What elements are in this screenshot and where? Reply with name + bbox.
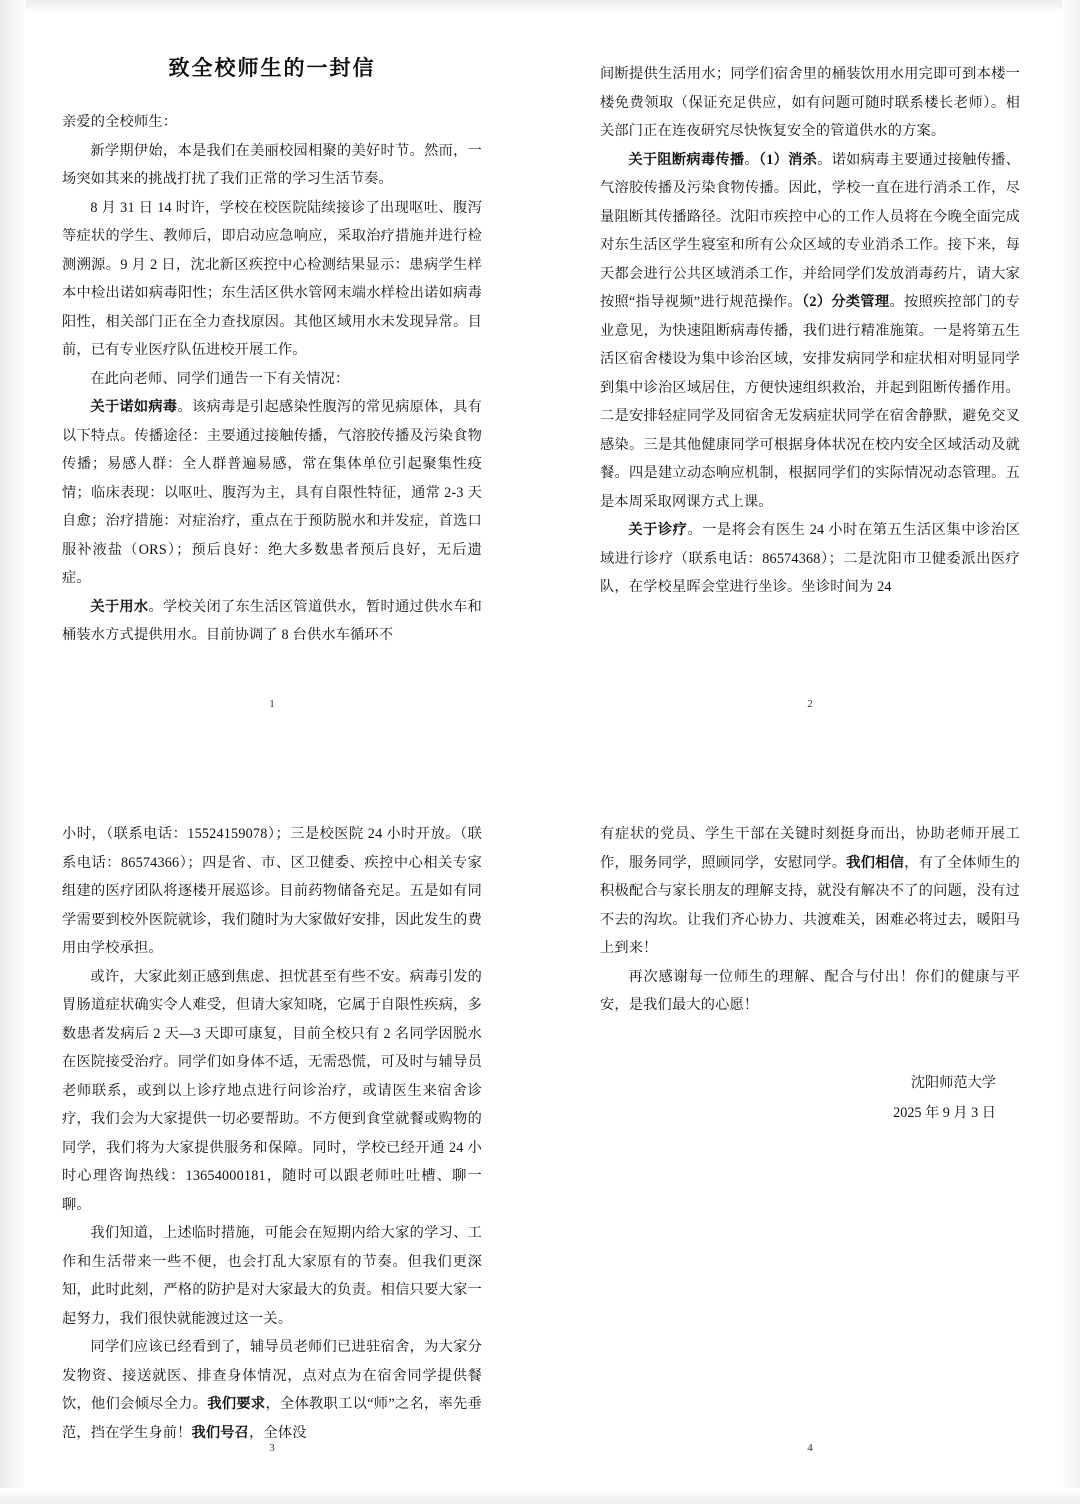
document-page-4 (600, 790, 1020, 1470)
page-title: 致全校师生的一封信 (168, 56, 376, 80)
section-norovirus: 关于诺如病毒。该病毒是引起感染性腹泻的常见病原体，具有以下特点。传播途径：主要通过接触传播，气溶胶传播及污染食物传播；易感人群：全人群普遍易感，常在集体单位引起聚集性疫情；临床表现：以呕吐、腹泻为主，具有自限性特征，通常 2-3 天自愈；治疗措施：对症治疗，重点在于预防脱水和并发症，首选口服补液盐（ORS）；预后良好：绝大多数患者预后良好，无后遗症。 (62, 399, 483, 586)
page-number: 4 (807, 1442, 813, 1454)
paragraph: 在此向老师、同学们通告一下有关情况： (90, 370, 350, 387)
paragraph: 同学们应该已经看到了，辅导员老师们已进驻宿舍，为大家分发物资、接送就医、排查身体情况，点对点为在宿舍同学提供餐饮，他们会倾尽全力。我们要求，全体教职工以“师”之名，率先垂范，挡在学生身前！我们号召，全体没 (62, 1339, 482, 1441)
page-number: 2 (807, 698, 813, 710)
closing-paragraph: 再次感谢每一位师生的理解、配合与付出！你们的健康与平安，是我们最大的心愿！ (600, 968, 1020, 1013)
page-edge-shading-bottom (0, 1488, 1080, 1504)
paragraph: 新学期伊始，本是我们在美丽校园相聚的美好时节。然而，一场突如其来的挑战打扰了我们正常的学习生活节奏。 (62, 142, 482, 187)
page-edge-shading-left (0, 0, 26, 1504)
paragraph: 8 月 31 日 14 时许，学校在校医院陆续接诊了出现呕吐、腹泻等症状的学生、教师后，即启动应急响应，采取治疗措施并进行检测溯源。9 月 2 日，沈北新区疾控中心检测结果显示：患病学生样本中检出诺如病毒阳性；东生活区供水管网末端水样检出诺如病毒阳性，相关部门正在全力查找原因。其他区域用水未发现异常。目前，已有专业医疗队伍进校开展工作。 (62, 199, 482, 358)
paragraph: 间断提供生活用水；同学们宿舍里的桶装饮用水用完即可到本楼一楼免费领取（保证充足供应，如有问题可随时联系楼长老师）。相关部门正在连夜研究尽快恢复安全的管道供水的方案。 (600, 66, 1020, 139)
section-water-supply: 关于用水。学校关闭了东生活区管道供水，暂时通过供水车和桶装水方式提供用水。目前协调了 8 台供水车循环不 (62, 598, 482, 643)
paragraph: 有症状的党员、学生干部在关键时刻挺身而出，协助老师开展工作，服务同学，照顾同学，安慰同学。我们相信，有了全体师生的积极配合与家长朋友的理解支持，就没有解决不了的问题，没有过不去的沟坎。让我们齐心协力、共渡难关，困难必将过去，暖阳马上到来！ (600, 826, 1020, 956)
section-block-transmission: 关于阻断病毒传播。（1）消杀。诺如病毒主要通过接触传播、气溶胶传播及污染食物传播。因此，学校一直在进行消杀工作，尽量阻断其传播路径。沈阳市疾控中心的工作人员将在今晚全面完成对东生活区学生寝室和所有公众区域的专业消杀工作。接下来，每天都会进行公共区域消杀工作，并给同学们发放消毒药片，请大家按照“指导视频”进行规范操作。（2）分类管理。按照疾控部门的专业意见，为快速阻断病毒传播，我们进行精准施策。一是将第五生活区宿舍楼设为集中诊治区域，安排发病同学和症状相对明显同学到集中诊治区域居住，方便快速组织救治，并起到阻断传播作用。二是安排轻症同学及同宿舍无发病症状同学在宿舍静默，避免交叉感染。三是其他健康同学可根据身体状况在校内安全区域活动及就餐。四是建立动态响应机制，根据同学们的实际情况动态管理。五是本周采取网课方式上课。 (600, 151, 1020, 510)
page-number: 3 (269, 1442, 275, 1454)
paragraph: 我们知道，上述临时措施，可能会在短期内给大家的学习、工作和生活带来一些不便，也会打乱大家原有的节奏。但我们更深知，此时此刻，严格的防护是对大家最大的负责。相信只要大家一起努力，我们很快就能渡过这一关。 (62, 1225, 482, 1327)
document-page-3 (62, 790, 482, 1470)
salutation: 亲爱的全校师生： (62, 114, 178, 130)
page-number: 1 (269, 698, 275, 710)
signature-date: 2025 年 9 月 3 日 (893, 1104, 996, 1121)
signature-block (600, 1068, 1020, 1128)
signature-organization: 沈阳师范大学 (910, 1074, 996, 1091)
document-page-2 (600, 34, 1020, 710)
page-edge-shading-right (1062, 0, 1080, 1504)
paragraph: 或许，大家此刻正感到焦虑、担忧甚至有些不安。病毒引发的胃肠道症状确实令人难受，但请大家知晓，它属于自限性疾病，多数患者发病后 2 天—3 天即可康复，目前全校只有 2 名同学因脱水在医院接受治疗。同学们如身体不适，无需恐慌，可及时与辅导员老师联系，或到以上诊疗地点进行问诊治疗，或请医生来宿舍诊疗，我们会为大家提供一切必要帮助。不方便到食堂就餐或购物的同学，我们将为大家提供服务和保障。同时，学校已经开通 24 小时心理咨询热线：13654000181，随时可以跟老师吐吐槽、聊一聊。 (62, 968, 482, 1213)
section-diagnosis-treatment: 关于诊疗。一是将会有医生 24 小时在第五生活区集中诊治区域进行诊疗（联系电话：86574368）；二是沈阳市卫健委派出医疗队，在学校星晖会堂进行坐诊。坐诊时间为 24 (600, 522, 1020, 595)
page-edge-shading-top (0, 0, 1080, 14)
document-page-1 (62, 34, 483, 710)
paragraph: 小时，（联系电话：15524159078）；三是校医院 24 小时开放。（联系电话：86574366）；四是省、市、区卫健委、疾控中心相关专家组建的医疗团队将逐楼开展巡诊。目前药物储备充足。五是如有同学需要到校外医院就诊，我们随时为大家做好安排，因此发生的费用由学校承担。 (62, 826, 482, 956)
